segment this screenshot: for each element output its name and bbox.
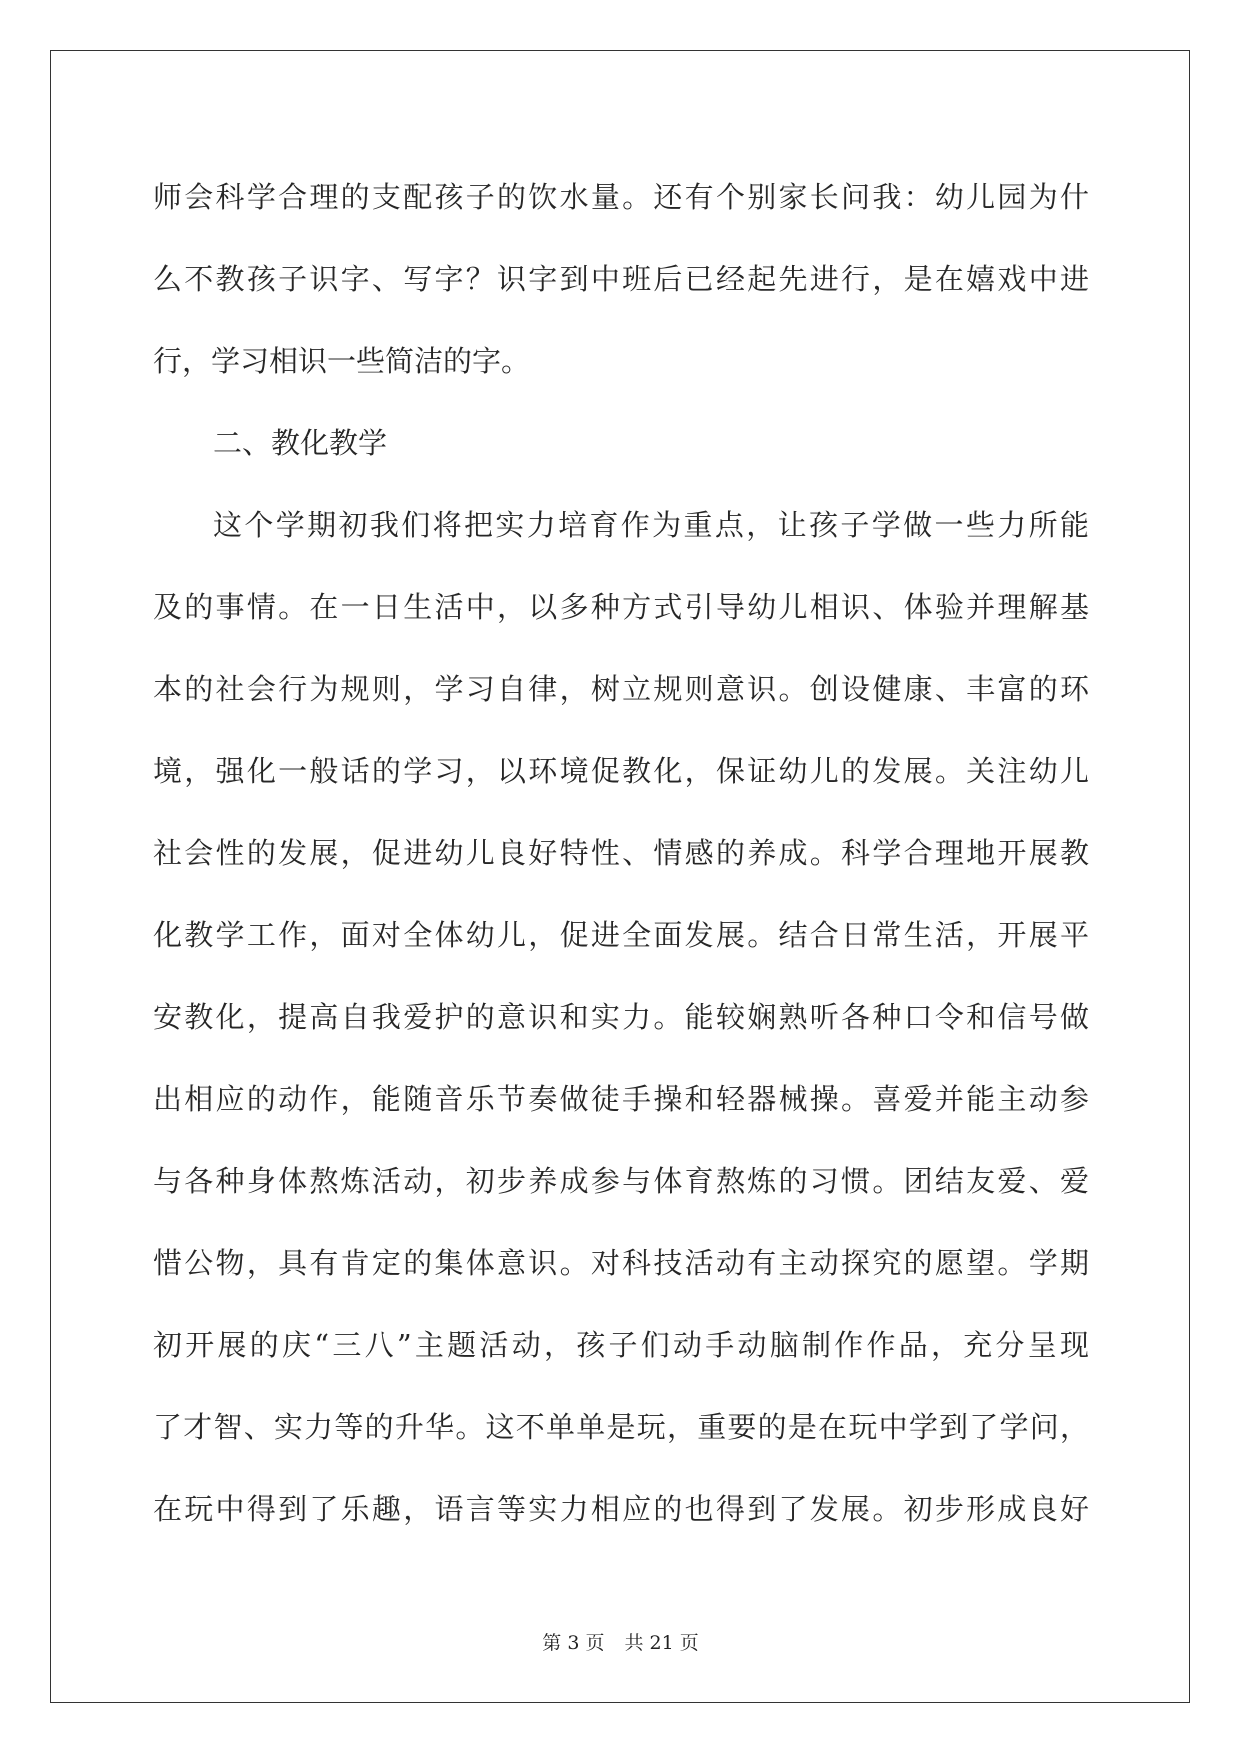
text-line: 惜公物，具有肯定的集体意识。对科技活动有主动探究的愿望。学期 bbox=[153, 1246, 1089, 1280]
text-line: 初开展的庆“三八”主题活动，孩子们动手动脑制作作品，充分呈现 bbox=[153, 1328, 1089, 1362]
text-line: 这个学期初我们将把实力培育作为重点，让孩子学做一些力所能 bbox=[213, 508, 1089, 542]
section-heading: 二、教化教学 bbox=[213, 426, 388, 460]
text-line: 么不教孩子识字、写字？识字到中班后已经起先进行，是在嬉戏中进 bbox=[153, 262, 1089, 296]
text-line: 出相应的动作，能随音乐节奏做徒手操和轻器械操。喜爱并能主动参 bbox=[153, 1082, 1089, 1116]
page-footer bbox=[0, 1628, 1241, 1655]
text-line: 师会科学合理的支配孩子的饮水量。还有个别家长问我：幼儿园为什 bbox=[153, 180, 1089, 214]
text-line: 与各种身体熬炼活动，初步养成参与体育熬炼的习惯。团结友爱、爱 bbox=[153, 1164, 1089, 1198]
text-line: 社会性的发展，促进幼儿良好特性、情感的养成。科学合理地开展教 bbox=[153, 836, 1089, 870]
text-line: 行，学习相识一些简洁的字。 bbox=[153, 344, 531, 378]
page-total: 共 21 页 bbox=[624, 1632, 699, 1654]
text-line: 在玩中得到了乐趣，语言等实力相应的也得到了发展。初步形成良好 bbox=[153, 1492, 1089, 1526]
document-body bbox=[153, 156, 1089, 1550]
page-number: 第 3 页 bbox=[542, 1632, 605, 1654]
text-line: 化教学工作，面对全体幼儿，促进全面发展。结合日常生活，开展平 bbox=[153, 918, 1089, 952]
text-line: 了才智、实力等的升华。这不单单是玩，重要的是在玩中学到了学问， bbox=[153, 1410, 1089, 1444]
text-line: 及的事情。在一日生活中，以多种方式引导幼儿相识、体验并理解基 bbox=[153, 590, 1089, 624]
text-line: 本的社会行为规则，学习自律，树立规则意识。创设健康、丰富的环 bbox=[153, 672, 1089, 706]
text-line: 安教化，提高自我爱护的意识和实力。能较娴熟听各种口令和信号做 bbox=[153, 1000, 1089, 1034]
text-line: 境，强化一般话的学习，以环境促教化，保证幼儿的发展。关注幼儿 bbox=[153, 754, 1089, 788]
